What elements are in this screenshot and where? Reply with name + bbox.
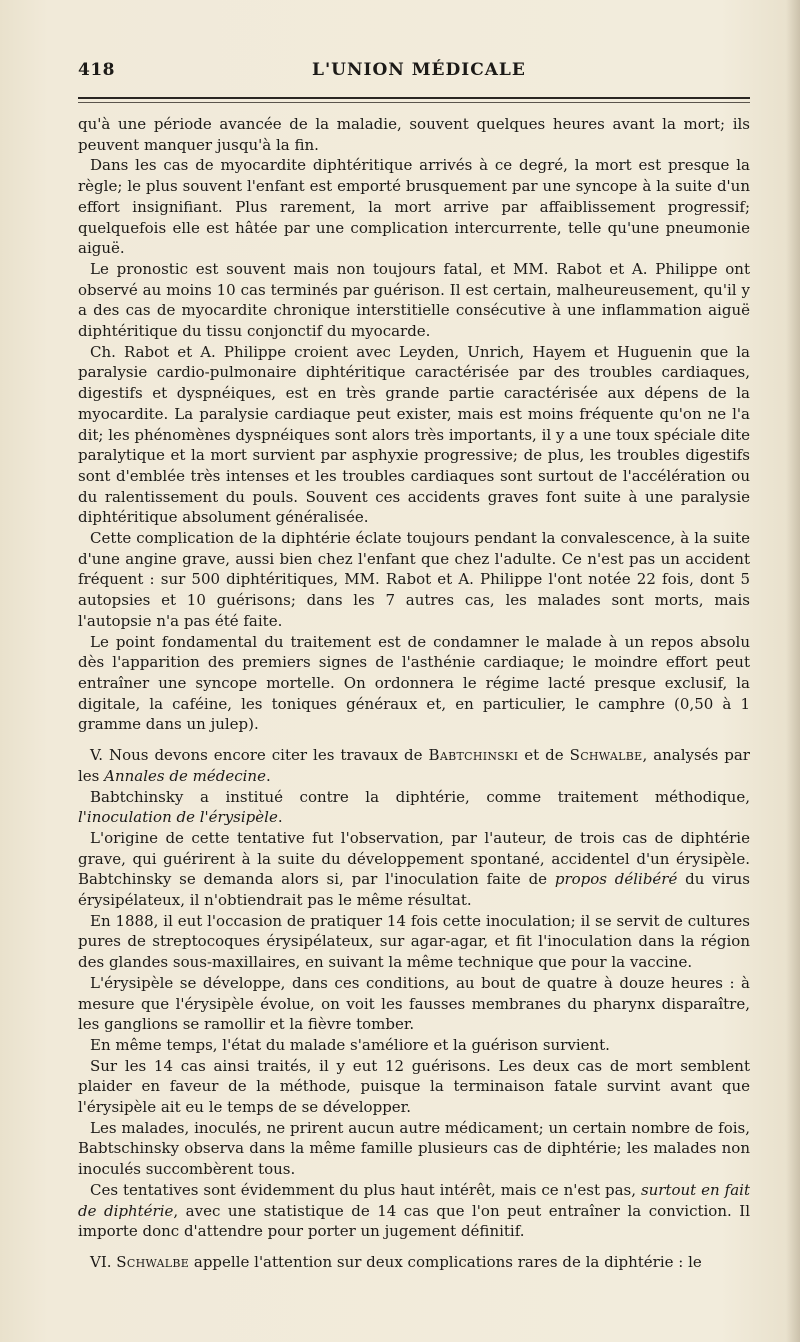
paragraph-8-text-b: . (277, 808, 283, 827)
paragraph-15-text-a: Ces tentatives sont évidemment du plus haut intérêt, mais ce n'est pas, (90, 1180, 641, 1199)
page-header (78, 60, 750, 92)
paragraph-7-text-d: . (265, 766, 271, 785)
page-number: 418 (78, 60, 115, 80)
paragraph-5: Cette complication de la diphtérie éclate toujours pendant la convalescence, à la suite d'une angine grave, aussi bien chez l'enfant que chez l'adulte. Ce n'est pas un accident fréquent : sur 500 diphtéritiques, MM. Rabot et A. Philippe l'ont notée 22 fois, dont 5 autopsies et 10 guérisons; dans les 7 autres cas, les malades sont morts, mais l'autopsie n'a pas été faite. (78, 529, 750, 630)
paragraph-10: En 1888, il eut l'occasion de pratiquer 14 fois cette inoculation; il se servit de cultures pures de streptocoques érysipélateux, sur agar-agar, et fit l'inoculation dans la région des glandes sous-maxillaires, en suivant la même technique que pour la vaccine. (78, 911, 750, 972)
paragraph-14: Les malades, inoculés, ne prirent aucun autre médicament; un certain nombre de fois, Babtschinsky observa dans la même famille plusieurs cas de diphtérie; les malades non inoculés succombèrent tous. (78, 1118, 750, 1179)
paragraph-8-text-a: Babtchinsky a institué contre la diphtérie, comme traitement méthodique, (90, 787, 750, 806)
page-edge-shadow (786, 0, 800, 1342)
author-name-schwalbe: Schwalbe (569, 746, 643, 765)
author-name-schwalbe-2: Schwalbe (116, 1252, 190, 1271)
paragraph-9-text-a: L'origine de cette tentative fut l'observation, par l'auteur, de trois cas de diphtérie grave, qui guérirent à la suite du développement spontané, accidentel d'un érysipèle. Babtchinsky se demanda alors si, par l'inoculation faite de (78, 828, 750, 889)
paragraph-8 (78, 787, 750, 828)
paragraph-11: L'érysipèle se développe, dans ces conditions, au bout de quatre à douze heures : à mesure que l'érysipèle évolue, on voit les fausses membranes du pharynx disparaître, les ganglions se ramollir et la fièvre tomber. (78, 973, 750, 1034)
paragraph-3: Le pronostic est souvent mais non toujours fatal, et MM. Rabot et A. Philippe ont observé au moins 10 cas terminés par guérison. Il est certain, malheureusement, qu'il y a des cas de myocardite chronique interstitielle consécutive à une inflammation aiguë diphtéritique du tissu conjonctif du myocarde. (78, 259, 750, 341)
paragraph-9-text-b: du virus érysipélateux, il n'obtiendrait pas le même résultat. (78, 870, 750, 910)
header-rule-thin (78, 102, 750, 103)
header-rule (78, 97, 750, 99)
body-text (78, 114, 750, 1273)
paragraph-7-text-c: , analysés par les (78, 746, 750, 785)
running-title: L'UNION MÉDICALE (312, 60, 526, 80)
paragraph-2: Dans les cas de myocardite diphtéritique arrivés à ce degré, la mort est presque la règle; le plus souvent l'enfant est emporté brusquement par une syncope à la suite d'un effort insignifiant. Plus rarement, la mort arrive par affaiblissement progressif; quelquefois elle est hâtée par une complication intercurrente, telle qu'une pneumonie aiguë. (78, 156, 750, 258)
paragraph-15-emphasis: surtout en fait de diphtérie (78, 1180, 750, 1220)
paragraph-16-text-b: appelle l'attention sur deux complications rares de la diphtérie : le (189, 1252, 702, 1271)
paragraph-7 (78, 745, 750, 786)
paragraph-6: Le point fondamental du traitement est de condamner le malade à un repos absolu dès l'apparition des premiers signes de l'asthénie cardiaque; le moindre effort peut entraîner une syncope mortelle. On ordonnera le régime lacté presque exclusif, la digitale, la caféine, les toniques généraux et, en particulier, le camphre (0,50 à 1 gramme dans un julep). (78, 632, 750, 734)
paragraph-16 (78, 1252, 750, 1273)
paragraph-15 (78, 1180, 750, 1242)
paragraph-16-text-a: VI. (90, 1252, 117, 1271)
author-name-babtchinski: Babtchinski (428, 746, 519, 765)
paragraph-7-text-a: V. Nous devons encore citer les travaux de (90, 746, 429, 765)
paragraph-1: qu'à une période avancée de la maladie, souvent quelques heures avant la mort; ils peuvent manquer jusqu'à la fin. (78, 115, 750, 154)
paragraph-8-emphasis: l'inoculation de l'érysipèle (78, 808, 278, 827)
paragraph-12: En même temps, l'état du malade s'améliore et la guérison survient. (90, 1035, 610, 1054)
paragraph-7-text-b: et de (518, 746, 570, 765)
paragraph-13: Sur les 14 cas ainsi traités, il y eut 12 guérisons. Les deux cas de mort semblent plaider en faveur de la méthode, puisque la terminaison fatale survint avant que l'érysipèle ait eu le temps de se développer. (78, 1056, 750, 1117)
paragraph-4: Ch. Rabot et A. Philippe croient avec Leyden, Unrich, Hayem et Huguenin que la paralysie cardio-pulmonaire diphtéritique caractérisée par des troubles cardiaques, digestifs et dyspnéiques, est en très grande partie caractérisée aux dépens de la myocardite. La paralysie cardiaque peut exister, mais est moins fréquente qu'on ne l'a dit; les phénomènes dyspnéiques sont alors très importants, il y a une toux spéciale dite paralytique et la mort survient par asphyxie progressive; de plus, les troubles digestifs sont d'emblée très intenses et les troubles cardiaques sont surtout de l'accélération ou du ralentissement du pouls. Souvent ces accidents graves font suite à une paralysie diphtéritique absolument généralisée. (78, 342, 750, 527)
paragraph-15-text-b: , avec une statistique de 14 cas que l'on peut entraîner la conviction. Il importe donc d'attendre pour porter un jugement définitif. (78, 1201, 750, 1241)
journal-title: Annales de médecine (104, 766, 266, 785)
paragraph-9 (78, 828, 750, 911)
paragraph-9-emphasis: propos délibéré (554, 870, 678, 889)
